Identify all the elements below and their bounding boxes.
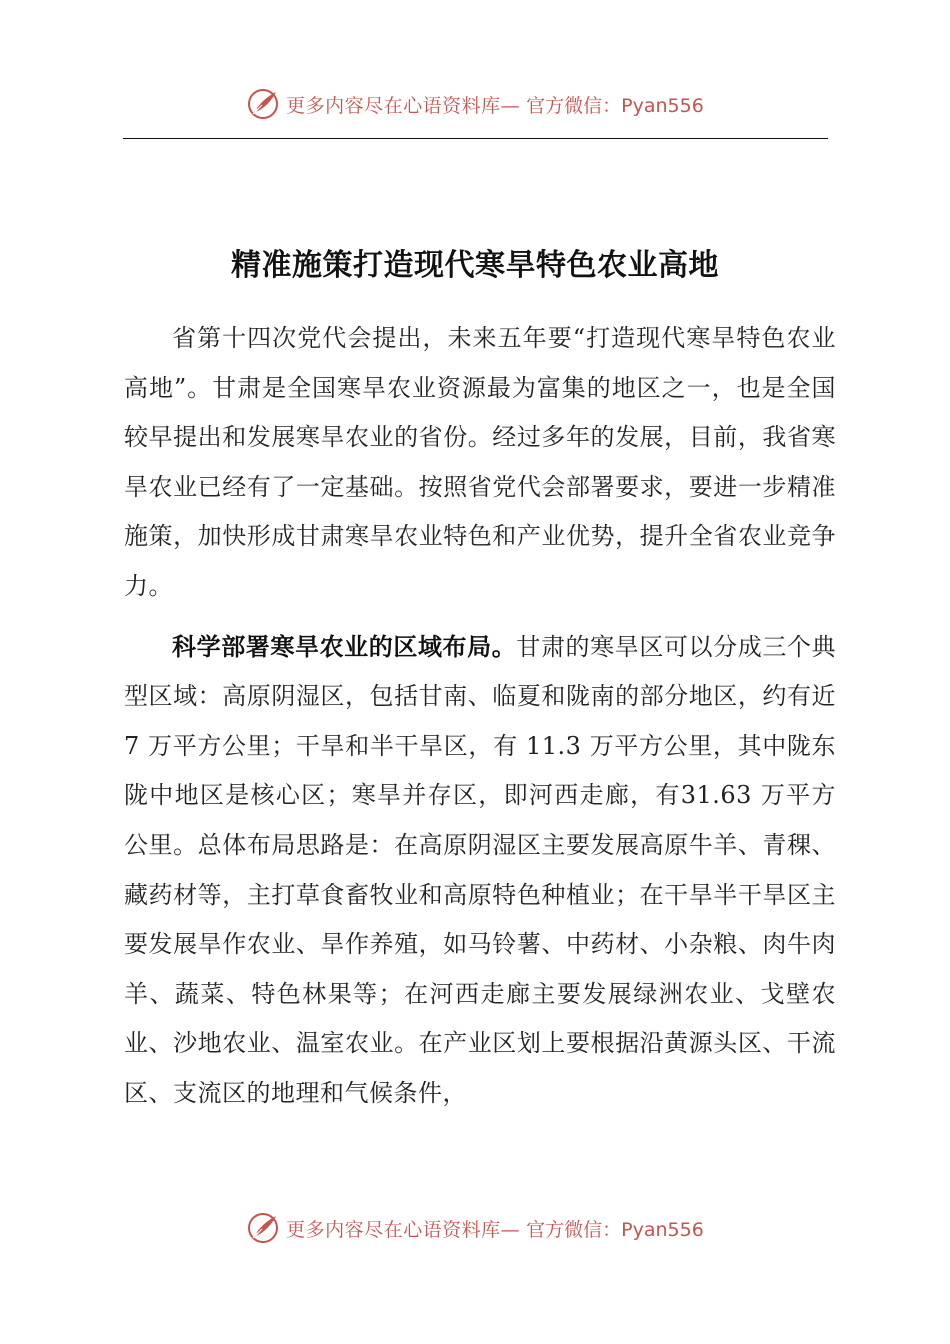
document-title: 精准施策打造现代寒旱特色农业高地 [231,248,719,283]
paragraph-lead: 科学部署寒旱农业的区域布局。 [172,632,517,661]
footer-contact-text: 官方微信：Pyan556 [526,1218,704,1241]
paragraph [124,314,836,612]
quill-pen-logo-icon [246,87,280,121]
header-contact-text: 官方微信：Pyan556 [526,94,704,117]
document-body [124,314,836,1119]
footer-brand-text: 更多内容尽在心语资料库— [286,1218,521,1241]
paragraph-text: 省第十四次党代会提出，未来五年要“打造现代寒旱特色农业高地”。甘肃是全国寒旱农业资源最为富集的地区之一，也是全国较早提出和发展寒旱农业的省份。经过多年的发展，目前，我省寒旱农业已经有了一定基础。按照省党代会部署要求，要进一步精准施策，加快形成甘肃寒旱农业特色和产业优势，提升全省农业竞争力。 [124,324,836,600]
page-footer [0,1208,950,1248]
paragraph-text: 甘肃的寒旱区可以分成三个典型区域：高原阴湿区，包括甘南、临夏和陇南的部分地区，约有近 7 万平方公里；干旱和半干旱区，有 11.3 万平方公里，其中陇东陇中地区是核心区；寒旱并存区，即河西走廊，有31.63 万平方公里。总体布局思路是：在高原阴湿区主要发展高原牛羊、青稞、藏药材等，主打草食畜牧业和高原特色种植业；在干旱半干旱区主要发展旱作农业、旱作养殖，如马铃薯、中药材、小杂粮、肉牛肉羊、蔬菜、特色林果等；在河西走廊主要发展绿洲农业、戈壁农业、沙地农业、温室农业。在产业区划上要根据沿黄源头区、干流区、支流区的地理和气候条件， [124,632,837,1107]
paragraph [124,623,836,1119]
page-header [0,84,950,124]
header-divider [123,138,828,139]
quill-pen-logo-icon [246,1211,280,1245]
header-brand-text: 更多内容尽在心语资料库— [286,94,521,117]
